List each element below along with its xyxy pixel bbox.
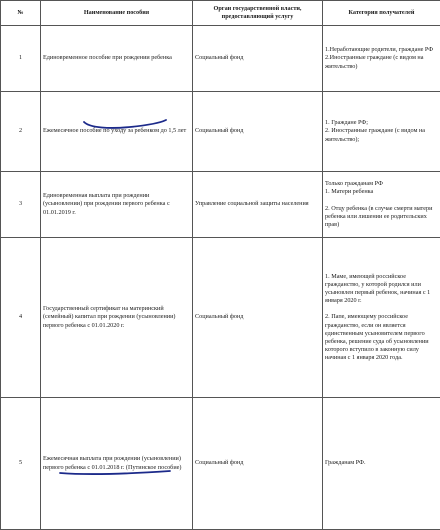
table-row xyxy=(1,26,440,92)
header-recipients: Категория получателей xyxy=(323,1,440,26)
recipient-line: 2. Отцу ребенка (в случае смерти матери ребенка или лишении ее родительских прав) xyxy=(325,205,438,229)
recipients-cell xyxy=(323,92,440,172)
recipient-line: 2. Иностранные граждане (с видом на жительство); xyxy=(325,127,438,143)
recipients-cell xyxy=(323,172,440,238)
recipient-line: Только гражданам РФ xyxy=(325,180,438,188)
recipient-line: 1. Граждане РФ; xyxy=(325,119,438,127)
authority-name: Социальный фонд xyxy=(193,26,323,92)
table-row xyxy=(1,172,440,238)
recipient-line xyxy=(325,305,438,313)
row-number: 4 xyxy=(1,238,41,398)
authority-name: Социальный фонд xyxy=(193,398,323,530)
recipient-line: Гражданам РФ. xyxy=(325,459,438,467)
table-row xyxy=(1,92,440,172)
table-row xyxy=(1,238,440,398)
recipients-cell xyxy=(323,26,440,92)
authority-name: Управление социальной защиты населения xyxy=(193,172,323,238)
benefit-name: Государственный сертификат на материнский (семейный) капитал при рождении (усыновлении) первого ребенка с 01.01.2020 г. xyxy=(41,238,193,398)
row-number: 2 xyxy=(1,92,41,172)
recipient-line xyxy=(325,196,438,204)
row-number: 3 xyxy=(1,172,41,238)
table-header-row xyxy=(1,1,440,26)
recipient-line: 1.Неработающие родители, граждане РФ xyxy=(325,46,438,54)
recipients-cell xyxy=(323,398,440,530)
authority-name: Социальный фонд xyxy=(193,92,323,172)
recipient-line: 1. Матери ребенка xyxy=(325,188,438,196)
benefit-name: Единовременная выплата при рождении (усыновлении) при рождении первого ребенка с 01.01.2019 г. xyxy=(41,172,193,238)
benefit-name: Ежемесячная выплата при рождении (усыновлении) первого ребенка с 01.01.2018 г. (Путинское пособие) xyxy=(41,398,193,530)
recipient-line: 2.Иностранные граждане (с видом на жительство) xyxy=(325,54,438,70)
table-row xyxy=(1,398,440,530)
benefit-name: Единовременное пособие при рождении ребенка xyxy=(41,26,193,92)
header-benefit-name: Наименование пособия xyxy=(41,1,193,26)
benefit-name: Ежемесячное пособие по уходу за ребенком до 1,5 лет xyxy=(41,92,193,172)
recipient-line: 2. Папе, имеющему российское гражданство, если он является единственным усыновителем первого ребенка, решение суда об усыновлении которого вступило в законную силу начиная с 1 января 2020 года. xyxy=(325,313,438,361)
recipients-cell xyxy=(323,238,440,398)
authority-name: Социальный фонд xyxy=(193,238,323,398)
row-number: 1 xyxy=(1,26,41,92)
header-number: № xyxy=(1,1,41,26)
row-number: 5 xyxy=(1,398,41,530)
header-authority: Орган государственной власти, предоставляющий услугу xyxy=(193,1,323,26)
recipient-line: 1. Маме, имеющей российское гражданство, у которой родился или усыновлен первый ребенок, начиная с 1 января 2020 г. xyxy=(325,273,438,305)
